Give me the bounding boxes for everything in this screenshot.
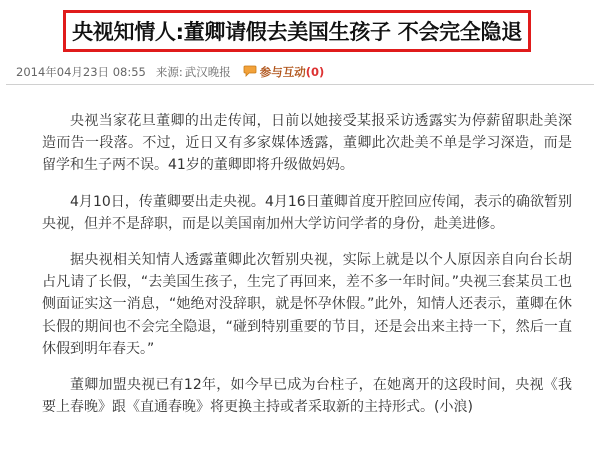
comment-count: (0) (305, 65, 325, 79)
source-label: 来源: (155, 65, 183, 79)
publish-datetime: 2014年04月23日 08:55 (16, 65, 146, 79)
paragraph-4: 董卿加盟央视已有12年，如今早已成为台柱子，在她离开的这段时间，央视《我要上春晚》跟《直通春晚》将更换主持或者采取新的主持形式。(小浪) (42, 377, 572, 416)
article-body (42, 110, 572, 418)
chat-bubble-icon (243, 65, 257, 80)
paragraph-2: 4月10日，传董卿要出走央视。4月16日董卿首度开腔回应传闻，表示的确欲暂别央视，但并不是辞职，而是以美国南加州大学访问学者的身份，赴美进修。 (42, 193, 572, 232)
comment-label: 参与互动 (259, 65, 306, 79)
comment-link[interactable] (243, 64, 325, 80)
article-meta (16, 64, 324, 80)
paragraph-3: 据央视相关知情人透露董卿此次暂别央视，实际上就是以个人原因亲自向台长胡占凡请了长假，“去美国生孩子，生完了再回来，差不多一年时间。”央视三套某员工也侧面证实这一消息，“她绝对没辞职，就是怀孕休假。”此外，知情人还表示，董卿在休长假的期间也不会完全隐退，“碰到特别重要的节目，还是会出来主持一下，然后一直休假到明年春天。” (42, 252, 572, 357)
paragraph-1: 央视当家花旦董卿的出走传闻，日前以她接受某报采访透露实为停薪留职赴美深造而告一段落。不过，近日又有多家媒体透露，董卿此次赴美不单是学习深造，而是留学和生子两不误。41岁的董卿即将升级做妈妈。 (42, 113, 572, 174)
divider (6, 84, 594, 85)
source-name: 武汉晚报 (184, 65, 231, 79)
article-title: 央视知情人:董卿请假去美国生孩子 不会完全隐退 (72, 20, 522, 44)
headline-box (63, 10, 531, 52)
